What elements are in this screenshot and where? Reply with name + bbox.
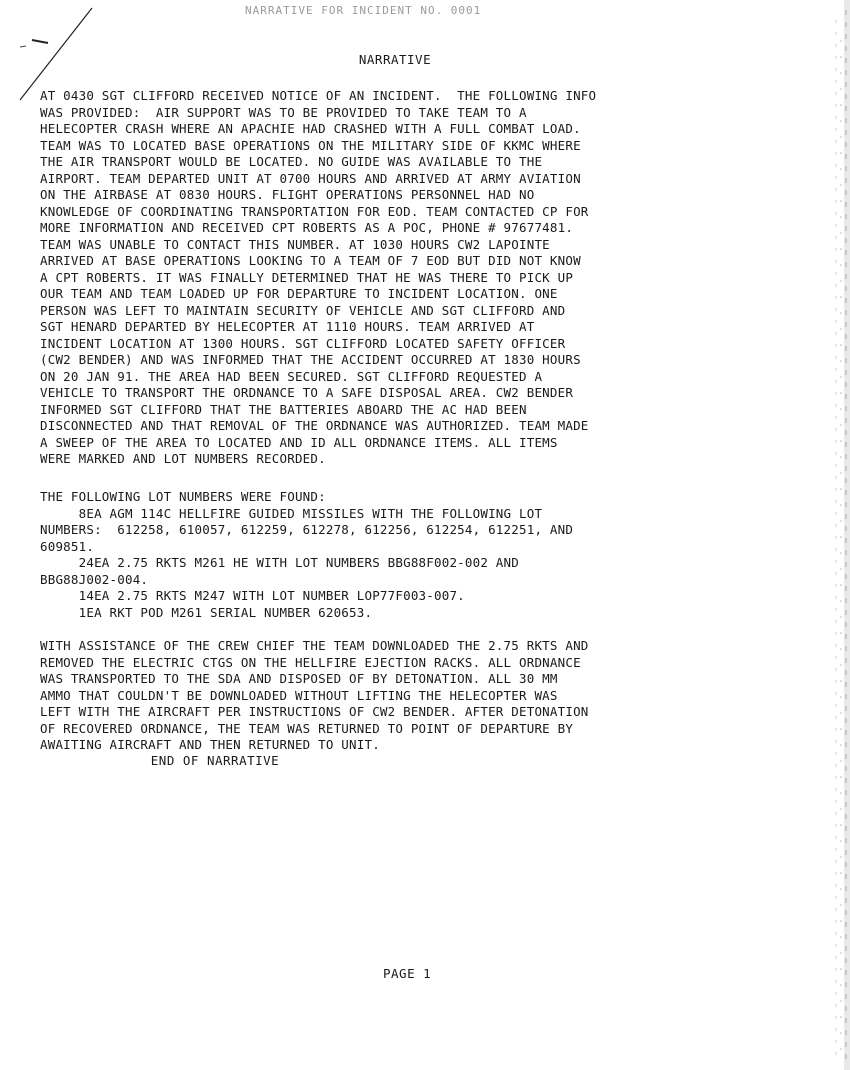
text-line: WAS PROVIDED: AIR SUPPORT WAS TO BE PROVIDED TO TAKE TEAM TO A xyxy=(40,104,527,120)
text-line: INCIDENT LOCATION AT 1300 HOURS. SGT CLIFFORD LOCATED SAFETY OFFICER xyxy=(40,335,566,351)
text-line: INFORMED SGT CLIFFORD THAT THE BATTERIES ABOARD THE AC HAD BEEN xyxy=(40,401,527,417)
text-line: OUR TEAM AND TEAM LOADED UP FOR DEPARTURE TO INCIDENT LOCATION. ONE xyxy=(40,286,558,301)
text-line: (CW2 BENDER) AND WAS INFORMED THAT THE ACCIDENT OCCURRED AT 1830 HOURS xyxy=(40,352,581,367)
text-line: TEAM WAS TO LOCATED BASE OPERATIONS ON THE MILITARY SIDE OF KKMC WHERE xyxy=(40,137,581,153)
text-line: WERE MARKED AND LOT NUMBERS RECORDED. xyxy=(40,451,326,466)
text-line: HELECOPTER CRASH WHERE AN APACHIE HAD CRASHED WITH A FULL COMBAT LOAD. xyxy=(40,121,581,136)
text-line: KNOWLEDGE OF COORDINATING TRANSPORTATION FOR EOD. TEAM CONTACTED CP FOR xyxy=(40,203,589,219)
text-line: AWAITING AIRCRAFT AND THEN RETURNED TO UNIT. xyxy=(40,737,380,752)
text-line: MORE INFORMATION AND RECEIVED CPT ROBERTS AS A POC, PHONE # 97677481. xyxy=(40,220,574,235)
lot-line: 609851. xyxy=(40,538,95,554)
lot-line: THE FOLLOWING LOT NUMBERS WERE FOUND: xyxy=(40,489,326,504)
text-line: REMOVED THE ELECTRIC CTGS ON THE HELLFIRE EJECTION RACKS. ALL ORDNANCE xyxy=(40,654,581,670)
text-line: A SWEEP OF THE AREA TO LOCATED AND ID ALL ORDNANCE ITEMS. ALL ITEMS xyxy=(40,434,558,450)
text-line: TEAM WAS UNABLE TO CONTACT THIS NUMBER. AT 1030 HOURS CW2 LAPOINTE xyxy=(40,236,550,252)
text-line: OF RECOVERED ORDNANCE, THE TEAM WAS RETURNED TO POINT OF DEPARTURE BY xyxy=(40,720,574,736)
faded-header: NARRATIVE FOR INCIDENT NO. 0001 xyxy=(245,4,482,17)
text-line: PERSON WAS LEFT TO MAINTAIN SECURITY OF VEHICLE AND SGT CLIFFORD AND xyxy=(40,302,566,318)
text-line: ON THE AIRBASE AT 0830 HOURS. FLIGHT OPERATIONS PERSONNEL HAD NO xyxy=(40,187,535,202)
scan-edge-noise xyxy=(822,0,850,1070)
narrative-paragraph-1 xyxy=(40,88,780,468)
lot-line: 1EA RKT POD M261 SERIAL NUMBER 620653. xyxy=(40,604,373,620)
lot-line: 8EA AGM 114C HELLFIRE GUIDED MISSILES WITH THE FOLLOWING LOT xyxy=(40,505,543,521)
text-line: AIRPORT. TEAM DEPARTED UNIT AT 0700 HOURS AND ARRIVED AT ARMY AVIATION xyxy=(40,170,581,186)
text-line: A CPT ROBERTS. IT WAS FINALLY DETERMINED THAT HE WAS THERE TO PICK UP xyxy=(40,269,574,285)
lot-numbers-section xyxy=(40,489,780,621)
text-line: ON 20 JAN 91. THE AREA HAD BEEN SECURED. SGT CLIFFORD REQUESTED A xyxy=(40,368,543,384)
text-line: VEHICLE TO TRANSPORT THE ORDNANCE TO A SAFE DISPOSAL AREA. CW2 BENDER xyxy=(40,385,574,400)
text-line: AT 0430 SGT CLIFFORD RECEIVED NOTICE OF AN INCIDENT. THE FOLLOWING INFO xyxy=(40,88,597,103)
text-line: DISCONNECTED AND THAT REMOVAL OF THE ORDNANCE WAS AUTHORIZED. TEAM MADE xyxy=(40,418,589,433)
lot-line: 14EA 2.75 RKTS M247 WITH LOT NUMBER LOP77F003-007. xyxy=(40,588,465,603)
text-line: AMMO THAT COULDN'T BE DOWNLOADED WITHOUT LIFTING THE HELECOPTER WAS xyxy=(40,687,558,703)
lot-line: NUMBERS: 612258, 610057, 612259, 612278, 612256, 612254, 612251, AND xyxy=(40,522,574,537)
narrative-paragraph-3 xyxy=(40,638,780,754)
text-line: SGT HENARD DEPARTED BY HELECOPTER AT 1110 HOURS. TEAM ARRIVED AT xyxy=(40,319,535,334)
end-of-narrative: END OF NARRATIVE xyxy=(150,753,280,768)
lot-line: BBG88J002-004. xyxy=(40,571,149,587)
page-number: PAGE 1 xyxy=(383,966,432,981)
lot-line: 24EA 2.75 RKTS M261 HE WITH LOT NUMBERS BBG88F002-002 AND xyxy=(40,555,519,570)
text-line: WAS TRANSPORTED TO THE SDA AND DISPOSED OF BY DETONATION. ALL 30 MM xyxy=(40,671,558,686)
page-title: NARRATIVE xyxy=(358,52,432,67)
text-line: WITH ASSISTANCE OF THE CREW CHIEF THE TEAM DOWNLOADED THE 2.75 RKTS AND xyxy=(40,638,589,653)
text-line: ARRIVED AT BASE OPERATIONS LOOKING TO A TEAM OF 7 EOD BUT DID NOT KNOW xyxy=(40,253,581,268)
text-line: THE AIR TRANSPORT WOULD BE LOCATED. NO GUIDE WAS AVAILABLE TO THE xyxy=(40,154,543,169)
text-line: LEFT WITH THE AIRCRAFT PER INSTRUCTIONS OF CW2 BENDER. AFTER DETONATION xyxy=(40,704,589,719)
